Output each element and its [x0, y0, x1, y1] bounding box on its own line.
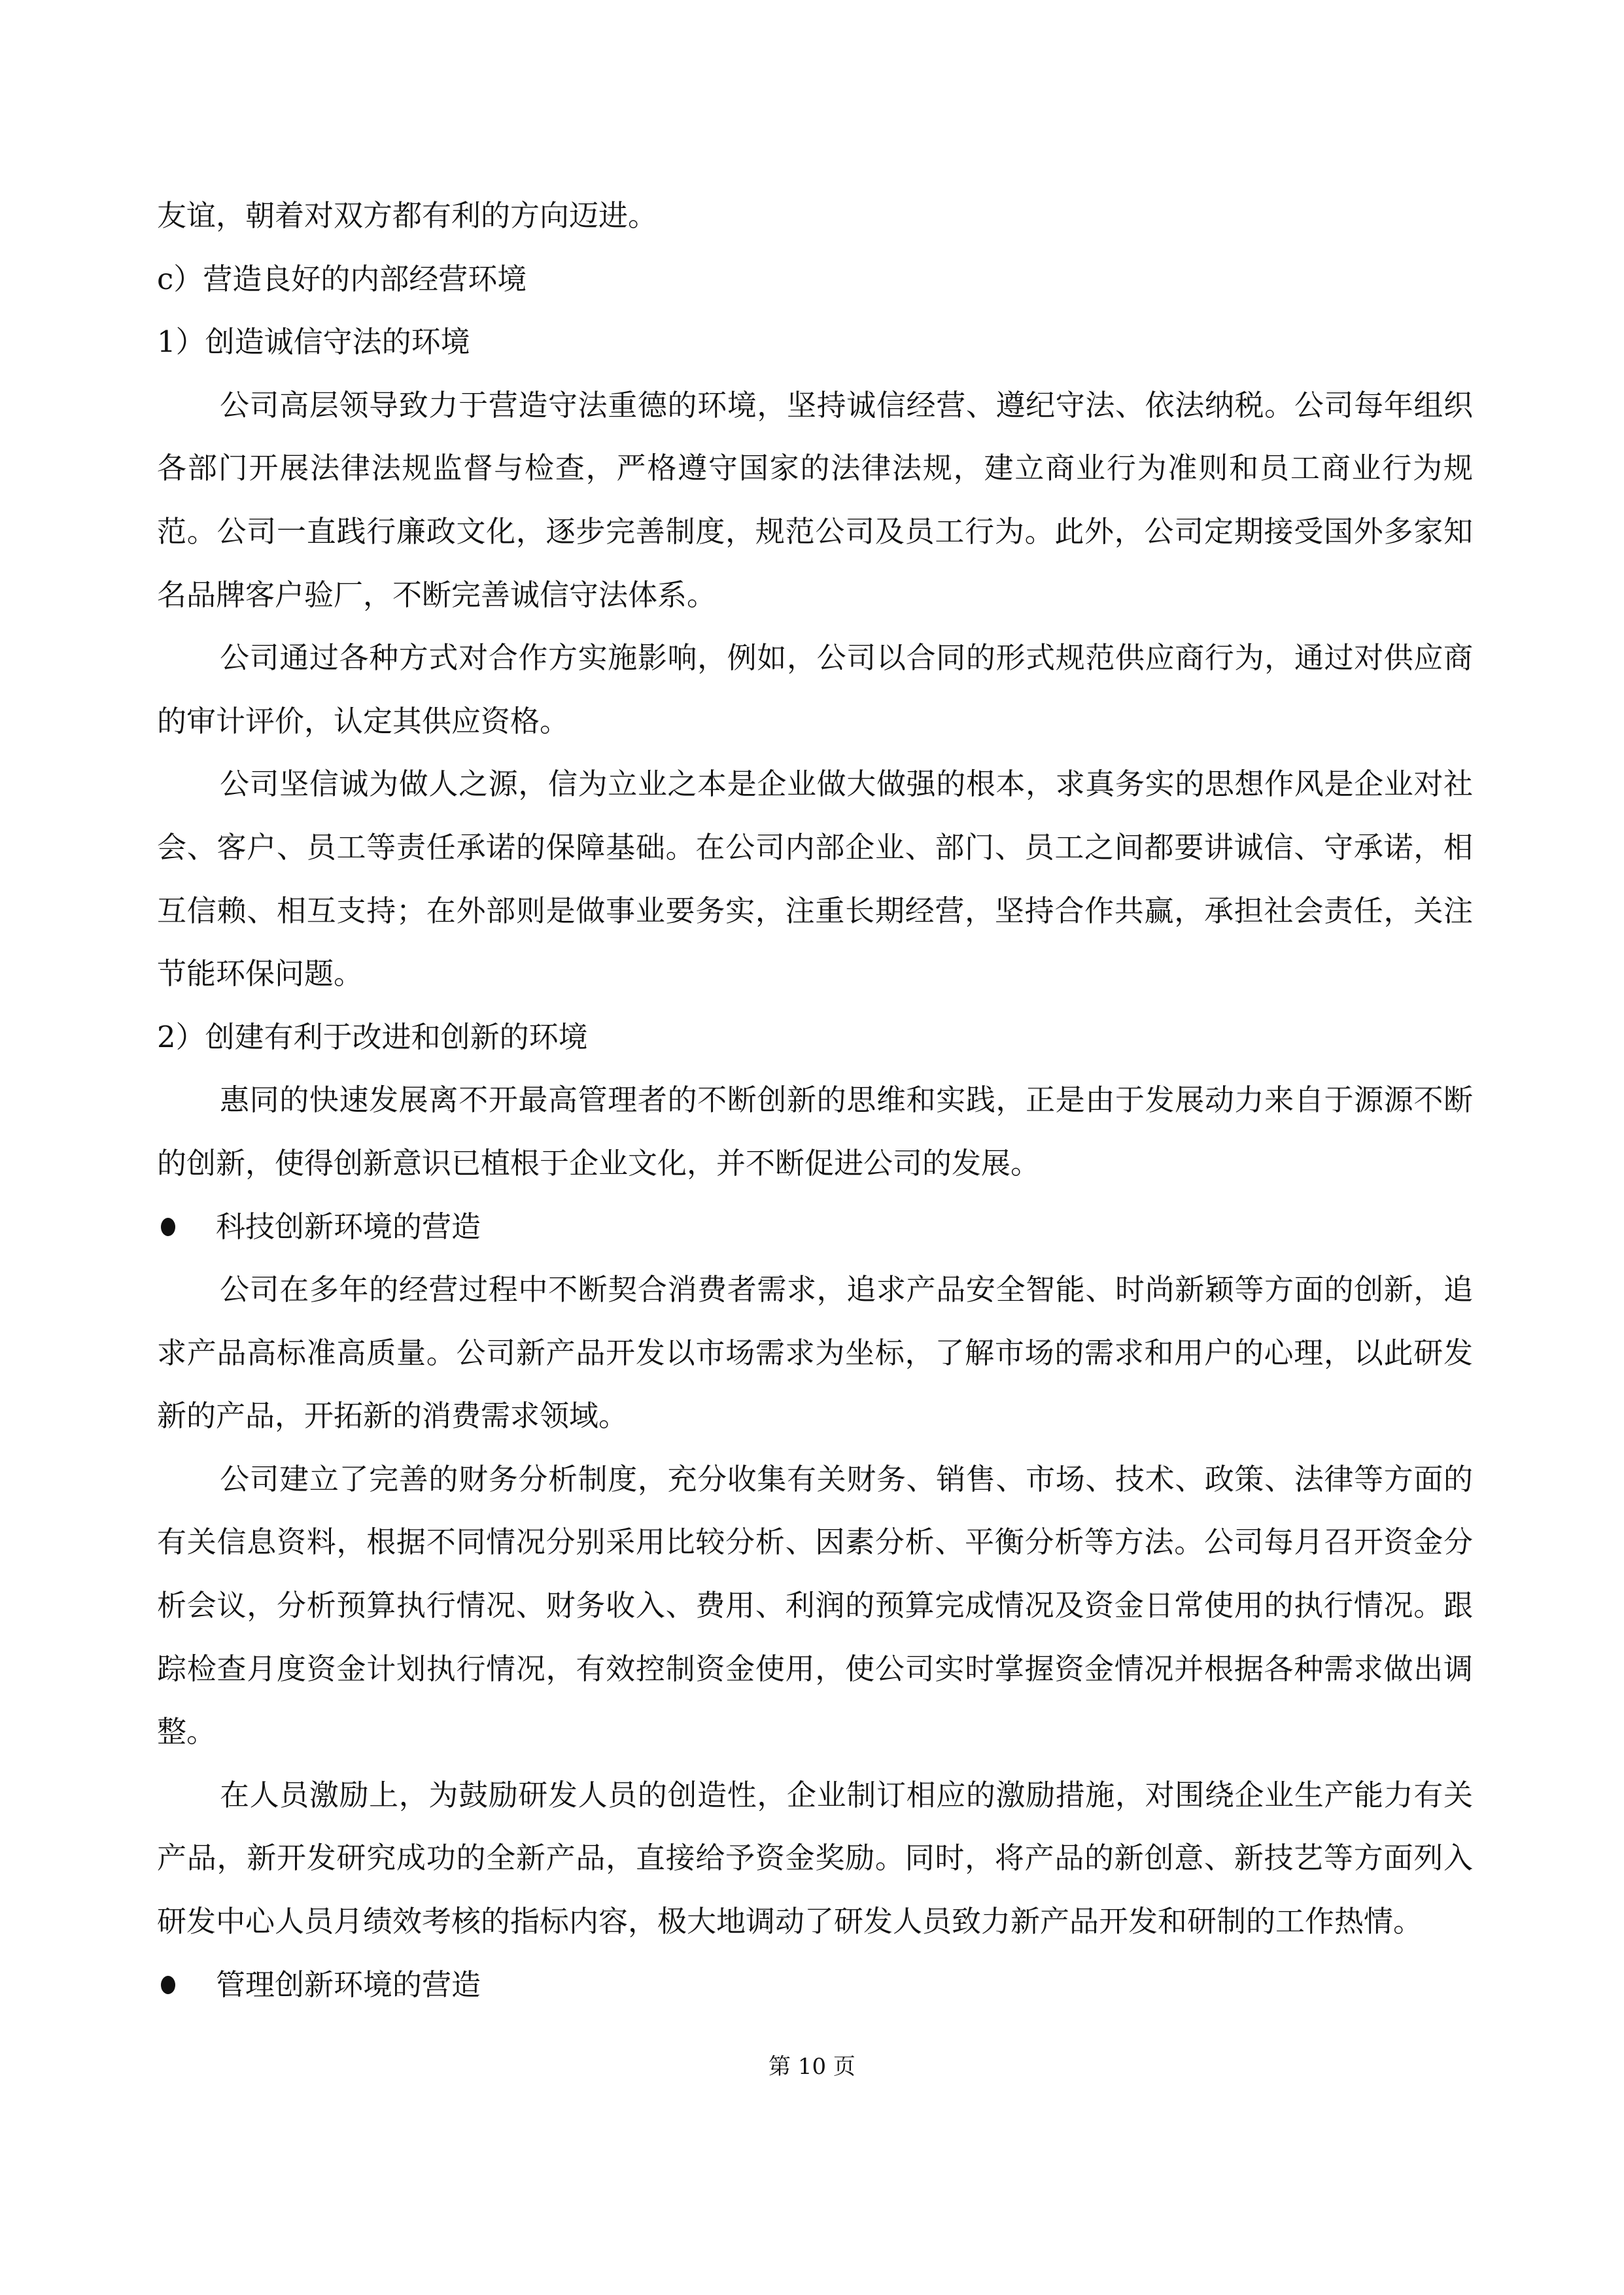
subsection-heading-1: 1）创造诚信守法的环境	[157, 324, 470, 360]
continuation-text: 友谊，朝着对双方都有利的方向迈进。	[157, 198, 658, 233]
paragraph: 公司高层领导致力于营造守法重德的环境，坚持诚信经营、遵纪守法、依法纳税。公司每年组织各部门开展法律法规监督与检查，严格遵守国家的法律法规，建立商业行为准则和员工商业行为规范。公司一直践行廉政文化，逐步完善制度，规范公司及员工行为。此外，公司定期接受国外多家知名品牌客户验厂，不断完善诚信守法体系。	[157, 387, 1473, 612]
bullet-label: 管理创新环境的营造	[216, 1967, 481, 2002]
paragraph: 公司通过各种方式对合作方实施影响，例如，公司以合同的形式规范供应商行为，通过对供应商的审计评价，认定其供应资格。	[157, 640, 1473, 738]
bullet-dot-icon	[161, 1976, 175, 1994]
page-number: 第 10 页	[769, 2054, 855, 2080]
document-body	[157, 184, 1473, 2016]
paragraph: 在人员激励上，为鼓励研发人员的创造性，企业制订相应的激励措施，对围绕企业生产能力有关产品，新开发研究成功的全新产品，直接给予资金奖励。同时，将产品的新创意、新技艺等方面列入研发中心人员月绩效考核的指标内容，极大地调动了研发人员致力新产品开发和研制的工作热情。	[157, 1777, 1473, 1939]
bullet-label: 科技创新环境的营造	[216, 1209, 481, 1244]
paragraph: 公司在多年的经营过程中不断契合消费者需求，追求产品安全智能、时尚新颖等方面的创新，追求产品高标准高质量。公司新产品开发以市场需求为坐标，了解市场的需求和用户的心理，以此研发新的产品，开拓新的消费需求领域。	[157, 1272, 1473, 1434]
subsection-heading-2: 2）创建有利于改进和创新的环境	[157, 1019, 588, 1054]
bullet-item	[157, 1196, 1473, 1259]
bullet-dot-icon	[161, 1218, 175, 1236]
paragraph: 惠同的快速发展离不开最高管理者的不断创新的思维和实践，正是由于发展动力来自于源源不断的创新，使得创新意识已植根于企业文化，并不断促进公司的发展。	[157, 1082, 1473, 1181]
section-heading-c: c）营造良好的内部经营环境	[157, 261, 527, 296]
bullet-item	[157, 1954, 1473, 2017]
paragraph: 公司坚信诚为做人之源，信为立业之本是企业做大做强的根本，求真务实的思想作风是企业对社会、客户、员工等责任承诺的保障基础。在公司内部企业、部门、员工之间都要讲诚信、守承诺，相互信赖、相互支持；在外部则是做事业要务实，注重长期经营，坚持合作共赢，承担社会责任，关注节能环保问题。	[157, 767, 1473, 992]
paragraph: 公司建立了完善的财务分析制度，充分收集有关财务、销售、市场、技术、政策、法律等方面的有关信息资料，根据不同情况分别采用比较分析、因素分析、平衡分析等方法。公司每月召开资金分析会议，分析预算执行情况、财务收入、费用、利润的预算完成情况及资金日常使用的执行情况。跟踪检查月度资金计划执行情况，有效控制资金使用，使公司实时掌握资金情况并根据各种需求做出调整。	[157, 1461, 1473, 1750]
